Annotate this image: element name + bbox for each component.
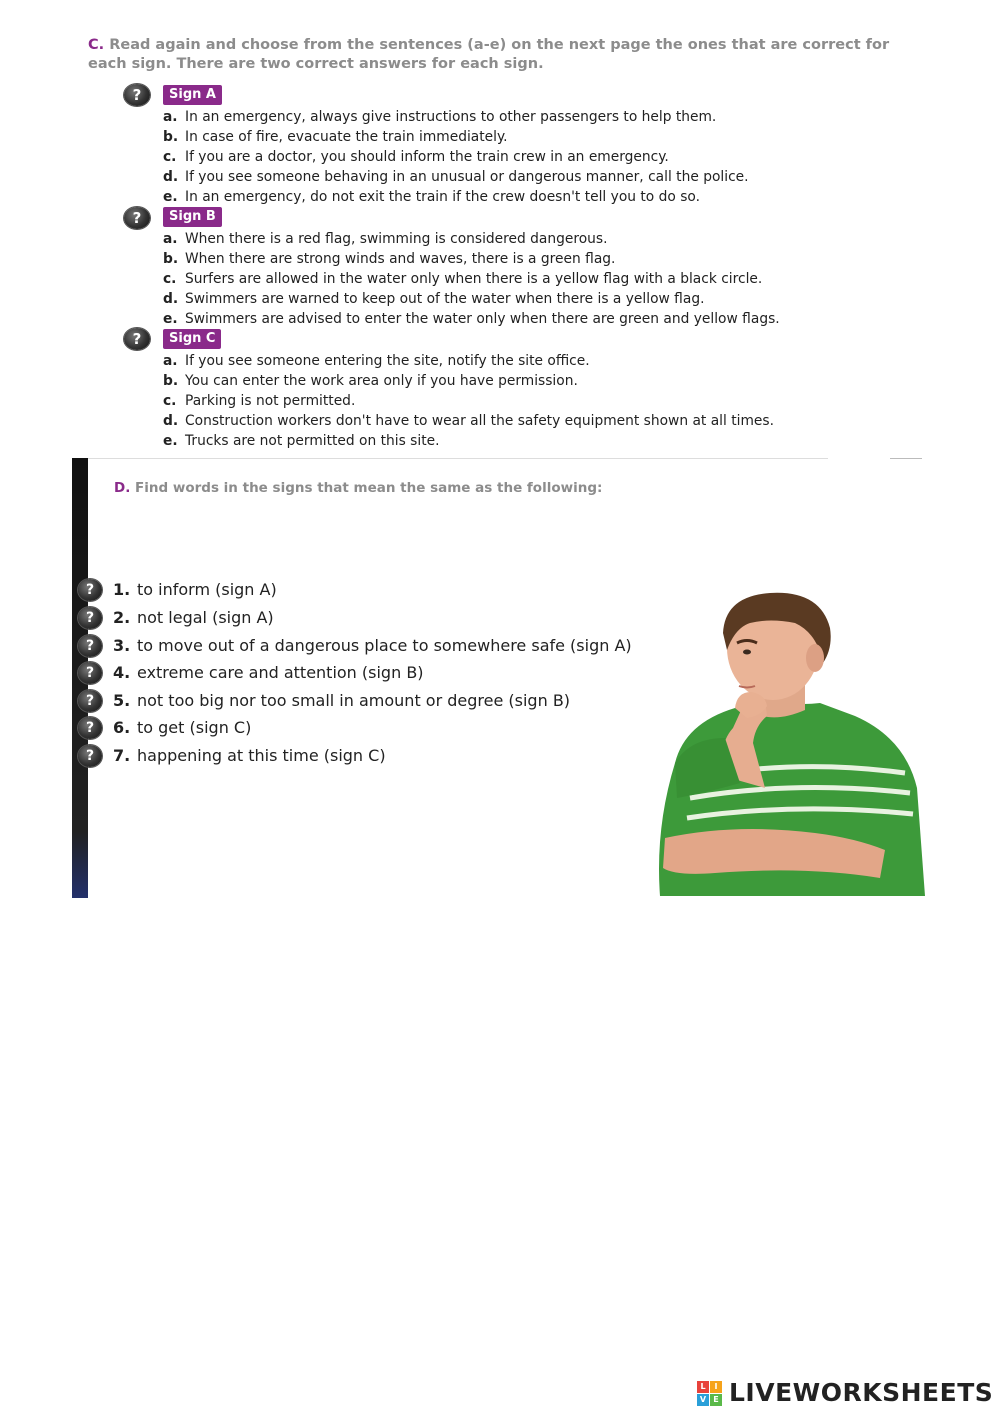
list-item: 2. not legal (sign A) — [113, 608, 274, 627]
divider — [88, 458, 828, 459]
sign-a-badge: Sign A — [163, 85, 222, 105]
option-row: a. In an emergency, always give instructions to other passengers to help them. — [163, 109, 717, 125]
list-item: 1. to inform (sign A) — [113, 580, 277, 599]
logo-mark-letter: L — [697, 1381, 709, 1393]
option-row: e. Trucks are not permitted on this site. — [163, 433, 440, 449]
section-c-letter: C. — [88, 37, 105, 53]
list-item: 5. not too big nor too small in amount or degree (sign B) — [113, 691, 571, 710]
option-row: c. If you are a doctor, you should inform the train crew in an emergency. — [163, 149, 669, 165]
section-d-instruction-text: Find words in the signs that mean the same as the following: — [135, 480, 603, 496]
option-row: e. Swimmers are advised to enter the water only when there are green and yellow flags. — [163, 311, 780, 327]
question-icon[interactable]: ? — [78, 635, 102, 657]
option-row: a. When there is a red flag, swimming is considered dangerous. — [163, 231, 608, 247]
list-item: 4. extreme care and attention (sign B) — [113, 663, 424, 682]
option-row: c. Surfers are allowed in the water only when there is a yellow flag with a black circle. — [163, 271, 763, 287]
question-icon[interactable]: ? — [78, 662, 102, 684]
option-row: a. If you see someone entering the site, notify the site office. — [163, 353, 590, 369]
section-d-instruction — [114, 480, 602, 496]
logo-mark-letter: I — [710, 1381, 722, 1393]
option-row: b. In case of fire, evacuate the train immediately. — [163, 129, 508, 145]
question-icon[interactable]: ? — [124, 84, 150, 106]
question-icon[interactable]: ? — [124, 207, 150, 229]
option-row: d. If you see someone behaving in an unusual or dangerous manner, call the police. — [163, 169, 749, 185]
sign-a-options — [163, 107, 749, 207]
section-c-instruction-line1: Read again and choose from the sentences (a-e) on the next page the ones that are correct for — [109, 37, 890, 53]
list-item: 7. happening at this time (sign C) — [113, 746, 386, 765]
logo-mark-letter: E — [710, 1394, 722, 1406]
option-row: d. Construction workers don't have to wear all the safety equipment shown at all times. — [163, 413, 774, 429]
section-c-instruction — [88, 36, 928, 74]
liveworksheets-logo-text: LIVEWORKSHEETS — [729, 1378, 994, 1407]
option-row: b. You can enter the work area only if you have permission. — [163, 373, 578, 389]
option-row: e. In an emergency, do not exit the train if the crew doesn't tell you to do so. — [163, 189, 700, 205]
option-row: d. Swimmers are warned to keep out of the water when there is a yellow flag. — [163, 291, 705, 307]
list-item: 3. to move out of a dangerous place to somewhere safe (sign A) — [113, 636, 632, 655]
option-row: c. Parking is not permitted. — [163, 393, 356, 409]
section-d-letter: D. — [114, 480, 131, 496]
option-row: b. When there are strong winds and waves, there is a green flag. — [163, 251, 616, 267]
section-c-instruction-line2: each sign. There are two correct answers for each sign. — [88, 56, 544, 72]
liveworksheets-logo-mark — [697, 1381, 723, 1407]
thinking-boy-illustration — [655, 588, 927, 896]
sign-c-badge: Sign C — [163, 329, 221, 349]
sign-b-options — [163, 229, 780, 329]
list-item: 6. to get (sign C) — [113, 718, 252, 737]
question-icon[interactable]: ? — [78, 717, 102, 739]
question-icon[interactable]: ? — [124, 328, 150, 350]
logo-mark-letter: V — [697, 1394, 709, 1406]
question-icon[interactable]: ? — [78, 579, 102, 601]
question-icon[interactable]: ? — [78, 607, 102, 629]
liveworksheets-logo — [697, 1378, 993, 1408]
question-icon[interactable]: ? — [78, 690, 102, 712]
question-icon[interactable]: ? — [78, 745, 102, 767]
sign-c-options — [163, 351, 774, 451]
sign-b-badge: Sign B — [163, 207, 222, 227]
divider — [890, 458, 922, 459]
